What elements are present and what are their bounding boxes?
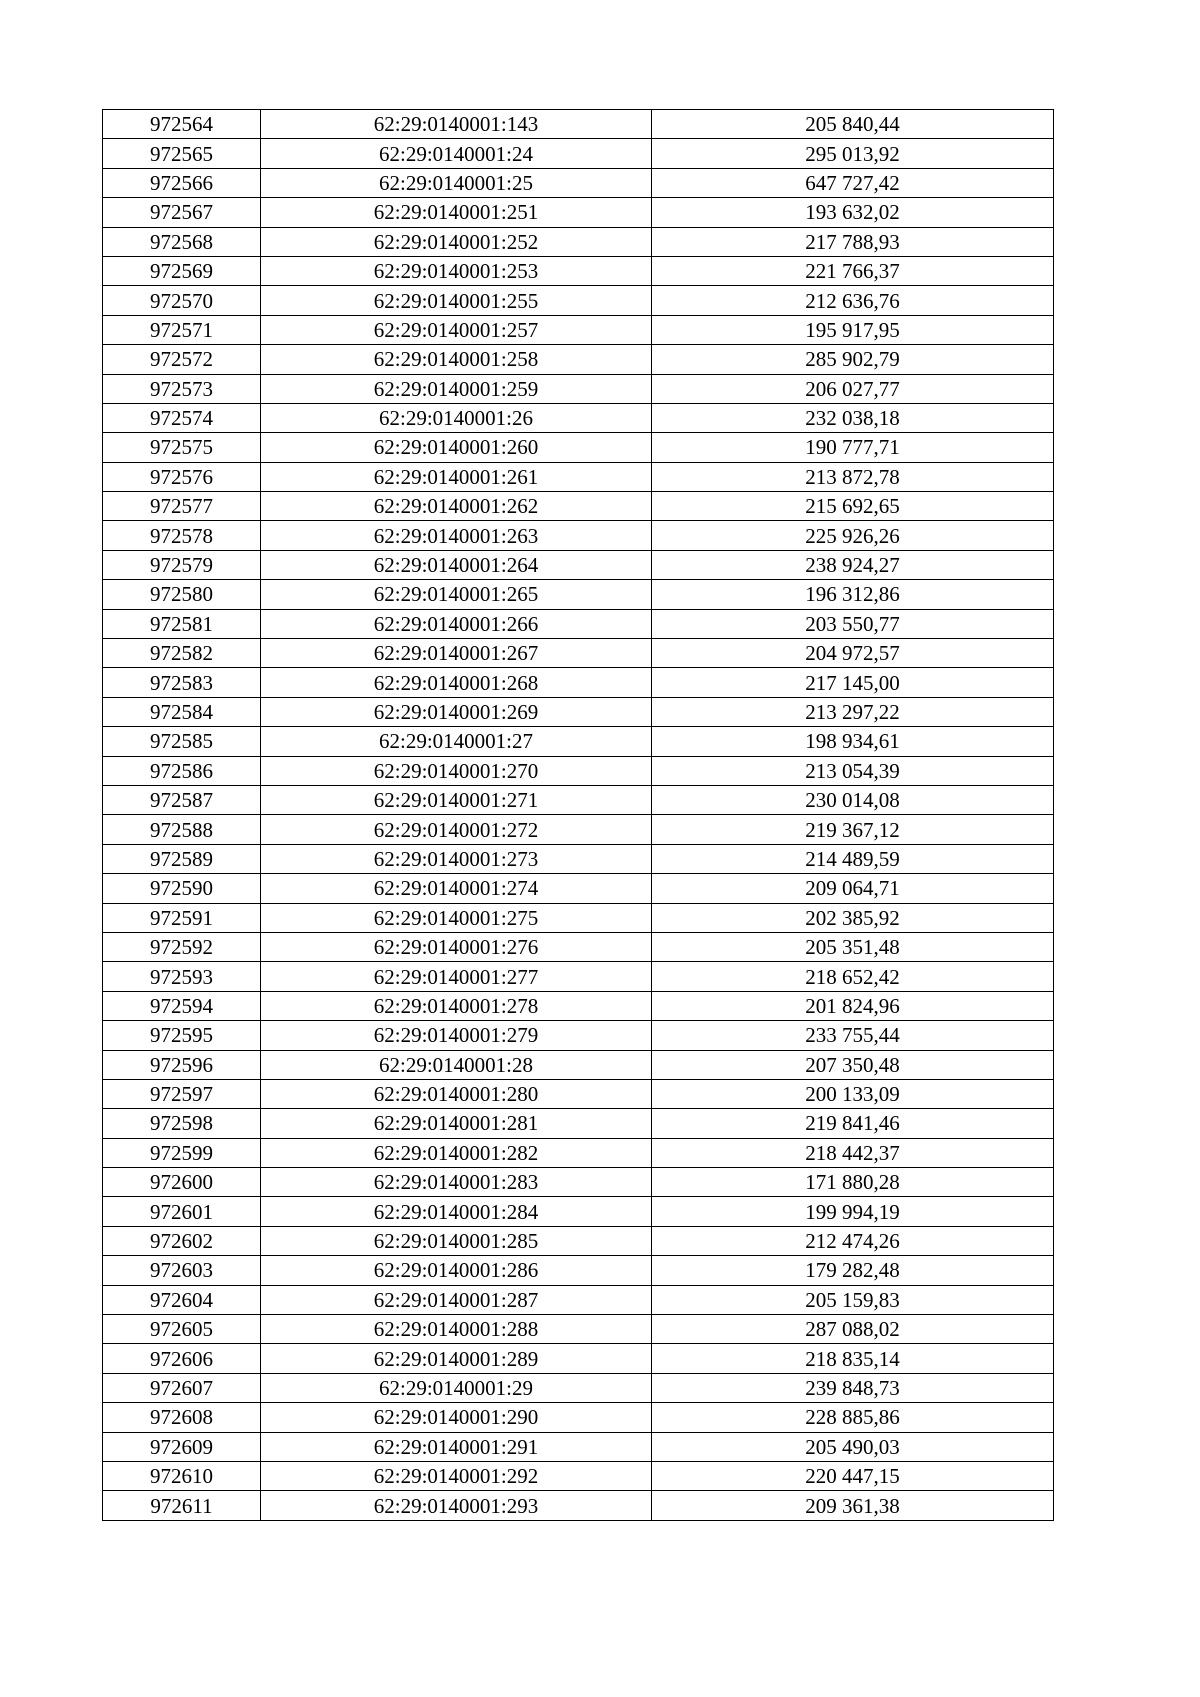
row-number-cell: 972564 [103,110,261,139]
cadastral-number-cell: 62:29:0140001:282 [261,1138,652,1167]
table-row [103,1226,1054,1255]
cadastral-number-cell: 62:29:0140001:251 [261,198,652,227]
row-number-cell: 972566 [103,168,261,197]
table-row [103,1461,1054,1490]
row-number-cell: 972583 [103,668,261,697]
table-row [103,727,1054,756]
table-row [103,1050,1054,1079]
cadastral-number-cell: 62:29:0140001:257 [261,315,652,344]
table-row [103,609,1054,638]
cadastral-value-cell: 205 351,48 [652,932,1054,961]
cadastral-number-cell: 62:29:0140001:26 [261,403,652,432]
row-number-cell: 972599 [103,1138,261,1167]
cadastral-number-cell: 62:29:0140001:27 [261,727,652,756]
cadastral-number-cell: 62:29:0140001:261 [261,462,652,491]
cadastral-value-cell: 295 013,92 [652,139,1054,168]
table-row [103,1079,1054,1108]
cadastral-number-cell: 62:29:0140001:283 [261,1168,652,1197]
cadastral-value-cell: 239 848,73 [652,1373,1054,1402]
table-row [103,550,1054,579]
table-row [103,580,1054,609]
table-row [103,286,1054,315]
cadastral-value-cell: 285 902,79 [652,345,1054,374]
table-row [103,1373,1054,1402]
cadastral-value-cell: 228 885,86 [652,1403,1054,1432]
row-number-cell: 972606 [103,1344,261,1373]
row-number-cell: 972600 [103,1168,261,1197]
row-number-cell: 972580 [103,580,261,609]
table-row [103,403,1054,432]
cadastral-value-cell: 209 361,38 [652,1491,1054,1520]
row-number-cell: 972586 [103,756,261,785]
table-row [103,198,1054,227]
cadastral-value-cell: 198 934,61 [652,727,1054,756]
cadastral-value-cell: 647 727,42 [652,168,1054,197]
row-number-cell: 972593 [103,962,261,991]
row-number-cell: 972596 [103,1050,261,1079]
row-number-cell: 972578 [103,521,261,550]
cadastral-value-cell: 179 282,48 [652,1256,1054,1285]
row-number-cell: 972597 [103,1079,261,1108]
cadastral-number-cell: 62:29:0140001:269 [261,697,652,726]
cadastral-value-cell: 213 297,22 [652,697,1054,726]
cadastral-number-cell: 62:29:0140001:252 [261,227,652,256]
table-row [103,932,1054,961]
table-row [103,844,1054,873]
cadastral-number-cell: 62:29:0140001:272 [261,815,652,844]
table-row [103,1344,1054,1373]
row-number-cell: 972573 [103,374,261,403]
row-number-cell: 972574 [103,403,261,432]
cadastral-number-cell: 62:29:0140001:267 [261,639,652,668]
cadastral-number-cell: 62:29:0140001:263 [261,521,652,550]
table-row [103,697,1054,726]
row-number-cell: 972590 [103,874,261,903]
cadastral-value-cell: 217 788,93 [652,227,1054,256]
cadastral-value-cell: 220 447,15 [652,1461,1054,1490]
row-number-cell: 972577 [103,492,261,521]
cadastral-number-cell: 62:29:0140001:271 [261,785,652,814]
cadastral-value-cell: 207 350,48 [652,1050,1054,1079]
cadastral-number-cell: 62:29:0140001:292 [261,1461,652,1490]
cadastral-number-cell: 62:29:0140001:274 [261,874,652,903]
cadastral-value-cell: 209 064,71 [652,874,1054,903]
cadastral-value-cell: 204 972,57 [652,639,1054,668]
cadastral-value-cell: 233 755,44 [652,1021,1054,1050]
table-row [103,433,1054,462]
row-number-cell: 972575 [103,433,261,462]
cadastral-number-cell: 62:29:0140001:25 [261,168,652,197]
cadastral-number-cell: 62:29:0140001:143 [261,110,652,139]
table-row [103,756,1054,785]
cadastral-number-cell: 62:29:0140001:284 [261,1197,652,1226]
cadastral-number-cell: 62:29:0140001:270 [261,756,652,785]
cadastral-value-cell: 200 133,09 [652,1079,1054,1108]
table-row [103,1285,1054,1314]
cadastral-number-cell: 62:29:0140001:289 [261,1344,652,1373]
cadastral-value-cell: 212 474,26 [652,1226,1054,1255]
table-row [103,639,1054,668]
cadastral-value-cell: 206 027,77 [652,374,1054,403]
cadastral-value-cell: 205 490,03 [652,1432,1054,1461]
row-number-cell: 972604 [103,1285,261,1314]
cadastral-number-cell: 62:29:0140001:24 [261,139,652,168]
row-number-cell: 972609 [103,1432,261,1461]
cadastral-value-cell: 218 652,42 [652,962,1054,991]
table-row [103,1021,1054,1050]
row-number-cell: 972605 [103,1315,261,1344]
cadastral-value-cell: 199 994,19 [652,1197,1054,1226]
cadastral-value-cell: 195 917,95 [652,315,1054,344]
table-row [103,1315,1054,1344]
table-row [103,462,1054,491]
cadastral-value-table [102,109,1054,1521]
row-number-cell: 972585 [103,727,261,756]
cadastral-number-cell: 62:29:0140001:262 [261,492,652,521]
row-number-cell: 972611 [103,1491,261,1520]
table-row [103,1197,1054,1226]
cadastral-number-cell: 62:29:0140001:278 [261,991,652,1020]
row-number-cell: 972570 [103,286,261,315]
row-number-cell: 972601 [103,1197,261,1226]
row-number-cell: 972607 [103,1373,261,1402]
row-number-cell: 972584 [103,697,261,726]
table-row [103,1168,1054,1197]
table-row [103,345,1054,374]
table-row [103,139,1054,168]
cadastral-value-cell: 215 692,65 [652,492,1054,521]
cadastral-number-cell: 62:29:0140001:286 [261,1256,652,1285]
row-number-cell: 972603 [103,1256,261,1285]
cadastral-value-cell: 238 924,27 [652,550,1054,579]
table-row [103,874,1054,903]
row-number-cell: 972567 [103,198,261,227]
cadastral-value-cell: 232 038,18 [652,403,1054,432]
row-number-cell: 972610 [103,1461,261,1490]
table-row [103,815,1054,844]
cadastral-value-cell: 193 632,02 [652,198,1054,227]
cadastral-number-cell: 62:29:0140001:260 [261,433,652,462]
cadastral-number-cell: 62:29:0140001:273 [261,844,652,873]
table-row [103,1138,1054,1167]
table-row [103,521,1054,550]
cadastral-value-cell: 217 145,00 [652,668,1054,697]
cadastral-number-cell: 62:29:0140001:280 [261,1079,652,1108]
cadastral-number-cell: 62:29:0140001:29 [261,1373,652,1402]
row-number-cell: 972588 [103,815,261,844]
cadastral-value-cell: 205 840,44 [652,110,1054,139]
cadastral-value-cell: 287 088,02 [652,1315,1054,1344]
cadastral-value-cell: 213 872,78 [652,462,1054,491]
cadastral-number-cell: 62:29:0140001:268 [261,668,652,697]
row-number-cell: 972576 [103,462,261,491]
table-row [103,668,1054,697]
cadastral-number-cell: 62:29:0140001:277 [261,962,652,991]
row-number-cell: 972595 [103,1021,261,1050]
row-number-cell: 972568 [103,227,261,256]
row-number-cell: 972579 [103,550,261,579]
table-row [103,492,1054,521]
table-row [103,1403,1054,1432]
table-row [103,1432,1054,1461]
row-number-cell: 972587 [103,785,261,814]
table-row [103,962,1054,991]
row-number-cell: 972572 [103,345,261,374]
table-row [103,1256,1054,1285]
table-body [103,110,1054,1521]
cadastral-value-cell: 219 841,46 [652,1109,1054,1138]
cadastral-number-cell: 62:29:0140001:259 [261,374,652,403]
cadastral-number-cell: 62:29:0140001:28 [261,1050,652,1079]
table-row [103,315,1054,344]
cadastral-value-cell: 230 014,08 [652,785,1054,814]
cadastral-number-cell: 62:29:0140001:290 [261,1403,652,1432]
table-row [103,903,1054,932]
cadastral-value-cell: 218 835,14 [652,1344,1054,1373]
cadastral-value-cell: 205 159,83 [652,1285,1054,1314]
row-number-cell: 972592 [103,932,261,961]
row-number-cell: 972594 [103,991,261,1020]
table-row [103,110,1054,139]
table-row [103,256,1054,285]
row-number-cell: 972569 [103,256,261,285]
row-number-cell: 972589 [103,844,261,873]
cadastral-number-cell: 62:29:0140001:288 [261,1315,652,1344]
cadastral-number-cell: 62:29:0140001:285 [261,1226,652,1255]
cadastral-value-cell: 213 054,39 [652,756,1054,785]
cadastral-value-cell: 171 880,28 [652,1168,1054,1197]
cadastral-number-cell: 62:29:0140001:275 [261,903,652,932]
cadastral-number-cell: 62:29:0140001:293 [261,1491,652,1520]
cadastral-value-cell: 196 312,86 [652,580,1054,609]
cadastral-number-cell: 62:29:0140001:281 [261,1109,652,1138]
cadastral-value-cell: 219 367,12 [652,815,1054,844]
row-number-cell: 972565 [103,139,261,168]
cadastral-value-cell: 214 489,59 [652,844,1054,873]
cadastral-number-cell: 62:29:0140001:253 [261,256,652,285]
cadastral-number-cell: 62:29:0140001:266 [261,609,652,638]
cadastral-number-cell: 62:29:0140001:265 [261,580,652,609]
cadastral-value-cell: 201 824,96 [652,991,1054,1020]
cadastral-number-cell: 62:29:0140001:255 [261,286,652,315]
cadastral-value-cell: 203 550,77 [652,609,1054,638]
table-row [103,1491,1054,1520]
row-number-cell: 972602 [103,1226,261,1255]
cadastral-number-cell: 62:29:0140001:276 [261,932,652,961]
cadastral-number-cell: 62:29:0140001:291 [261,1432,652,1461]
row-number-cell: 972591 [103,903,261,932]
table-row [103,1109,1054,1138]
table-row [103,785,1054,814]
row-number-cell: 972608 [103,1403,261,1432]
row-number-cell: 972581 [103,609,261,638]
cadastral-value-cell: 221 766,37 [652,256,1054,285]
cadastral-number-cell: 62:29:0140001:258 [261,345,652,374]
cadastral-value-cell: 212 636,76 [652,286,1054,315]
cadastral-number-cell: 62:29:0140001:264 [261,550,652,579]
cadastral-value-cell: 202 385,92 [652,903,1054,932]
cadastral-value-cell: 190 777,71 [652,433,1054,462]
cadastral-number-cell: 62:29:0140001:287 [261,1285,652,1314]
table-row [103,168,1054,197]
cadastral-value-cell: 225 926,26 [652,521,1054,550]
row-number-cell: 972571 [103,315,261,344]
table-row [103,227,1054,256]
cadastral-number-cell: 62:29:0140001:279 [261,1021,652,1050]
row-number-cell: 972582 [103,639,261,668]
row-number-cell: 972598 [103,1109,261,1138]
cadastral-value-cell: 218 442,37 [652,1138,1054,1167]
table-row [103,991,1054,1020]
table-row [103,374,1054,403]
